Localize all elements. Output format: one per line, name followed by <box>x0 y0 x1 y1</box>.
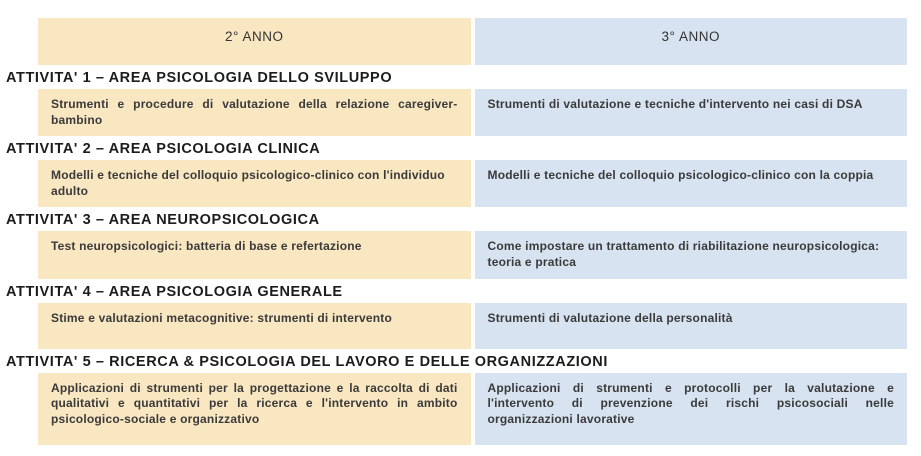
activity-1-row <box>38 89 907 136</box>
activity-5-year2-cell: Applicazioni di strumenti per la progettazione e la raccolta di dati qualitativi e quantitativi per la ricerca e l'intervento in ambito psicologico-sociale e organizzativo <box>38 373 471 445</box>
activity-5-section <box>0 349 921 445</box>
activity-2-section <box>0 136 921 207</box>
activity-1-heading: ATTIVITA' 1 – AREA PSICOLOGIA DELLO SVILUPPO <box>6 70 393 86</box>
activity-3-row <box>38 231 907 278</box>
activity-5-year3-cell: Applicazioni di strumenti e protocolli per la valutazione e l'intervento di prevenzione dei rischi psicosociali nelle organizzazioni lavorative <box>475 373 908 445</box>
activity-4-heading: ATTIVITA' 4 – AREA PSICOLOGIA GENERALE <box>6 283 343 300</box>
activity-3-year3-cell: Come impostare un trattamento di riabilitazione neuropsicologica: teoria e pratica <box>475 231 908 278</box>
activity-4-row <box>38 303 907 349</box>
activity-5-row <box>38 373 907 445</box>
activity-1-year3-cell: Strumenti di valutazione e tecniche d'intervento nei casi di DSA <box>475 89 908 136</box>
activity-3-section <box>0 207 921 278</box>
activity-2-heading: ATTIVITA' 2 – AREA PSICOLOGIA CLINICA <box>6 141 321 158</box>
year-3-column-header: 3° ANNO <box>475 18 908 65</box>
activity-1-year2-cell: Strumenti e procedure di valutazione della relazione caregiver-bambino <box>38 89 471 136</box>
activity-4-year2-cell: Stime e valutazioni metacognitive: strumenti di intervento <box>38 303 471 349</box>
year-2-column-header: 2° ANNO <box>38 18 471 65</box>
activity-4-section <box>0 279 921 349</box>
activity-5-heading: ATTIVITA' 5 – RICERCA & PSICOLOGIA DEL LAVORO E DELLE ORGANIZZAZIONI <box>6 353 608 370</box>
activity-2-year3-cell: Modelli e tecniche del colloquio psicologico-clinico con la coppia <box>475 160 908 207</box>
activity-3-heading: ATTIVITA' 3 – AREA NEUROPSICOLOGICA <box>6 212 320 229</box>
activity-4-year3-cell: Strumenti di valutazione della personalità <box>475 303 908 349</box>
activity-1-section <box>0 65 921 136</box>
activity-3-year2-cell: Test neuropsicologici: batteria di base e refertazione <box>38 231 471 278</box>
year-header-row <box>38 18 907 65</box>
activity-2-row <box>38 160 907 207</box>
activity-2-year2-cell: Modelli e tecniche del colloquio psicologico-clinico con l'individuo adulto <box>38 160 471 207</box>
